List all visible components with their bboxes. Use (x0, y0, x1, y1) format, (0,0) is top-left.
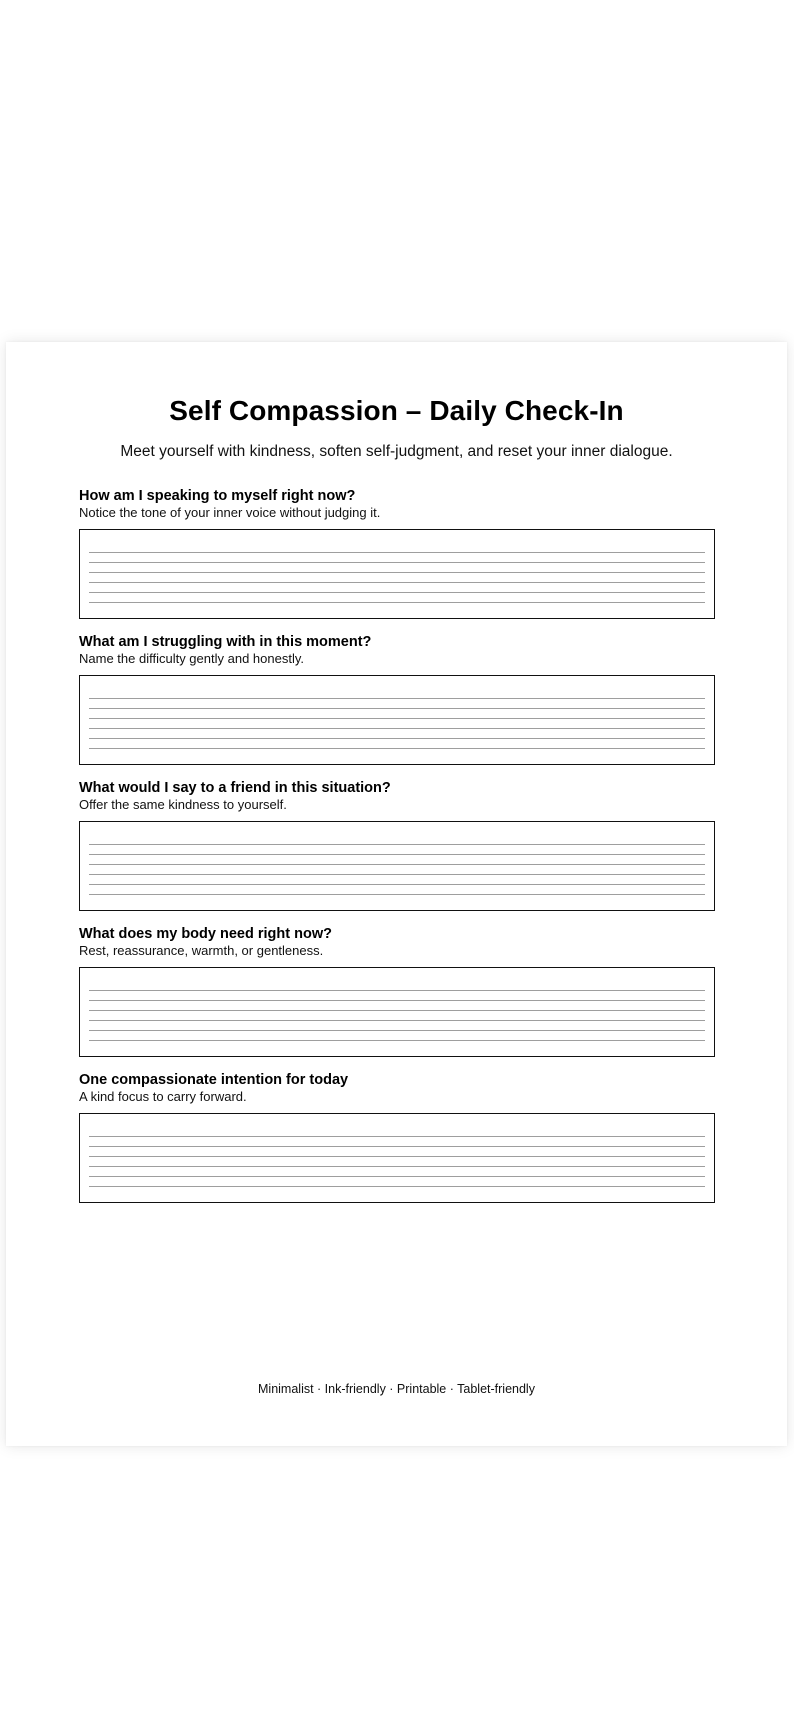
writing-line (89, 1146, 705, 1147)
writing-box-1[interactable] (79, 529, 715, 619)
footer-tagline: Minimalist · Ink-friendly · Printable · Tablet-friendly (258, 1382, 535, 1396)
writing-line (89, 884, 705, 885)
prompt-section-2 (79, 634, 715, 765)
prompt-hint: Offer the same kindness to yourself. (79, 797, 287, 812)
writing-line (89, 894, 705, 895)
writing-line (89, 738, 705, 739)
writing-line (89, 572, 705, 573)
prompt-question: What am I struggling with in this moment? (79, 634, 372, 650)
writing-line (89, 990, 705, 991)
writing-box-4[interactable] (79, 967, 715, 1057)
writing-line (89, 718, 705, 719)
writing-line (89, 1186, 705, 1187)
prompt-question: One compassionate intention for today (79, 1072, 349, 1088)
prompt-hint: A kind focus to carry forward. (79, 1089, 247, 1104)
prompt-hint: Name the difficulty gently and honestly. (79, 651, 304, 666)
writing-box-5[interactable] (79, 1113, 715, 1203)
writing-line (89, 602, 705, 603)
writing-line (89, 1020, 705, 1021)
writing-line (89, 1176, 705, 1177)
worksheet-page (6, 342, 787, 1446)
writing-line (89, 1030, 705, 1031)
writing-line (89, 1040, 705, 1041)
prompt-question: What does my body need right now? (79, 926, 332, 942)
prompt-section-5 (79, 1072, 715, 1203)
prompt-section-1 (79, 488, 715, 619)
writing-line (89, 854, 705, 855)
writing-line (89, 708, 705, 709)
writing-line (89, 1136, 705, 1137)
prompt-hint: Rest, reassurance, warmth, or gentleness. (79, 943, 324, 958)
writing-line (89, 552, 705, 553)
writing-line (89, 562, 705, 563)
writing-box-2[interactable] (79, 675, 715, 765)
page-subtitle: Meet yourself with kindness, soften self-judgment, and reset your inner dialogue. (120, 443, 673, 460)
writing-line (89, 864, 705, 865)
prompt-section-4 (79, 926, 715, 1057)
prompt-question: What would I say to a friend in this situation? (79, 780, 391, 796)
writing-line (89, 728, 705, 729)
prompt-section-3 (79, 780, 715, 911)
page-title: Self Compassion – Daily Check-In (169, 395, 624, 426)
writing-line (89, 592, 705, 593)
writing-line (89, 1156, 705, 1157)
prompt-question: How am I speaking to myself right now? (79, 488, 356, 504)
prompt-hint: Notice the tone of your inner voice without judging it. (79, 505, 381, 520)
writing-line (89, 748, 705, 749)
writing-line (89, 1000, 705, 1001)
writing-line (89, 1166, 705, 1167)
writing-line (89, 582, 705, 583)
writing-line (89, 698, 705, 699)
writing-line (89, 874, 705, 875)
writing-line (89, 1010, 705, 1011)
writing-line (89, 844, 705, 845)
writing-box-3[interactable] (79, 821, 715, 911)
